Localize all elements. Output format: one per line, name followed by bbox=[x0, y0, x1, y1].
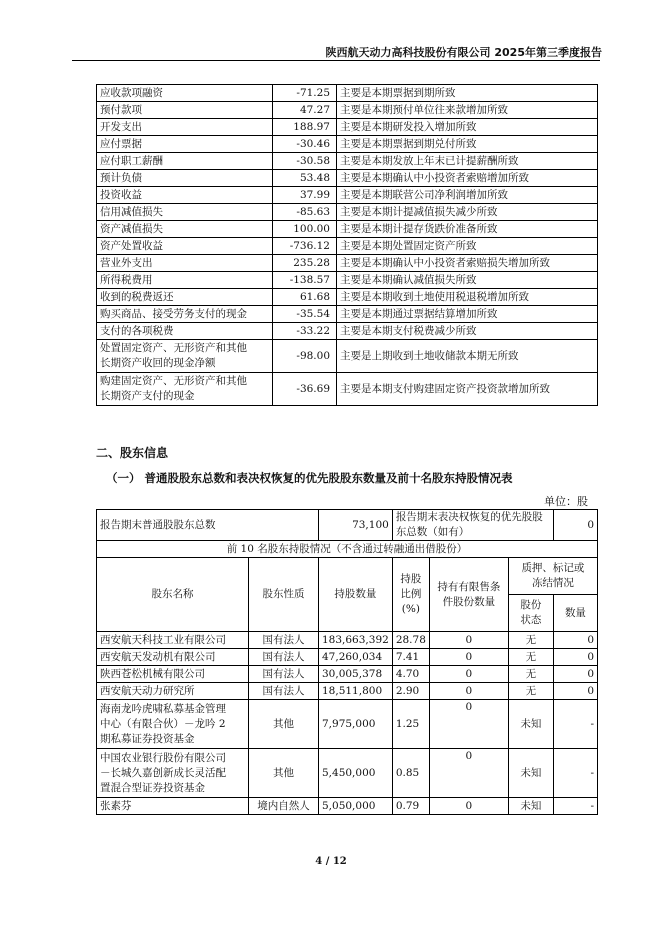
change-pct: -736.12 bbox=[273, 238, 337, 255]
change-reason: 主要是本期研发投入增加所致 bbox=[337, 119, 598, 136]
holder-qty: 30,005,378 bbox=[319, 666, 393, 683]
header-pledge-2: 冻结情况 bbox=[531, 577, 574, 589]
change-row bbox=[97, 255, 598, 272]
change-pct: 235.28 bbox=[273, 255, 337, 272]
holder-ratio: 28.78 bbox=[392, 632, 429, 649]
change-item: 收到的税费返还 bbox=[97, 289, 273, 306]
change-pct: 47.27 bbox=[273, 102, 337, 119]
change-row bbox=[97, 323, 598, 340]
unit-label: 单位：股 bbox=[544, 495, 588, 508]
shareholder-row bbox=[97, 798, 598, 815]
holder-count: 0 bbox=[553, 666, 597, 683]
holder-restricted: 0 bbox=[429, 632, 508, 649]
change-item: 营业外支出 bbox=[97, 255, 273, 272]
holder-restricted: 0 bbox=[429, 749, 508, 798]
change-row bbox=[97, 238, 598, 255]
header-ratio bbox=[392, 558, 429, 632]
holder-ratio: 2.90 bbox=[392, 683, 429, 700]
change-pct: -85.63 bbox=[273, 204, 337, 221]
change-item: 预付款项 bbox=[97, 102, 273, 119]
header-pledge-1: 质押、标记或 bbox=[521, 562, 585, 574]
holder-count: 0 bbox=[553, 632, 597, 649]
change-pct: -33.22 bbox=[273, 323, 337, 340]
holder-nature: 国有法人 bbox=[249, 666, 319, 683]
holder-name-line: －长城久嘉创新成长灵活配 bbox=[100, 766, 226, 779]
change-reason: 主要是本期支付购建固定资产投资款增加所致 bbox=[337, 373, 598, 406]
change-item bbox=[97, 373, 273, 406]
change-reason: 主要是本期计提存货跌价准备所致 bbox=[337, 221, 598, 238]
holder-ratio: 0.79 bbox=[392, 798, 429, 815]
holder-count: - bbox=[553, 798, 597, 815]
holder-nature: 其他 bbox=[249, 700, 319, 749]
holder-qty: 183,663,392 bbox=[319, 632, 393, 649]
change-reason: 主要是本期发放上年末已计提薪酬所致 bbox=[337, 153, 598, 170]
header-status bbox=[508, 595, 553, 632]
change-item: 预计负债 bbox=[97, 170, 273, 187]
holder-status: 无 bbox=[508, 666, 553, 683]
change-item: 应付职工薪酬 bbox=[97, 153, 273, 170]
header-ratio-2: 比例 bbox=[400, 588, 422, 600]
header-row-1 bbox=[97, 558, 598, 595]
holder-restricted: 0 bbox=[429, 700, 508, 749]
change-reason: 主要是本期计提减值损失减少所致 bbox=[337, 204, 598, 221]
change-reason: 主要是上期收到土地收储款本期无所致 bbox=[337, 340, 598, 373]
change-row bbox=[97, 170, 598, 187]
change-pct: 100.00 bbox=[273, 221, 337, 238]
holder-status: 无 bbox=[508, 632, 553, 649]
change-row bbox=[97, 373, 598, 406]
top10-caption: 前 10 名股东持股情况（不含通过转融通出借股份） bbox=[97, 541, 598, 558]
header-name: 股东名称 bbox=[97, 558, 249, 632]
holder-qty: 5,050,000 bbox=[319, 798, 393, 815]
header-restricted-1: 持有有限售条 bbox=[437, 580, 501, 593]
holder-name-line: 中国农业银行股份有限公司 bbox=[100, 751, 226, 764]
holder-status: 未知 bbox=[508, 798, 553, 815]
change-row bbox=[97, 187, 598, 204]
change-pct: -30.46 bbox=[273, 136, 337, 153]
shareholder-row bbox=[97, 666, 598, 683]
holder-restricted: 0 bbox=[429, 798, 508, 815]
holder-ratio: 7.41 bbox=[392, 649, 429, 666]
change-item-line: 长期资产收回的现金净额 bbox=[100, 357, 216, 369]
holder-nature: 国有法人 bbox=[249, 683, 319, 700]
header-status-1: 股份 bbox=[520, 599, 542, 611]
change-reason: 主要是本期支付税费减少所致 bbox=[337, 323, 598, 340]
change-pct: -35.54 bbox=[273, 306, 337, 323]
holder-name: 陕西苍松机械有限公司 bbox=[97, 666, 249, 683]
change-item: 所得税费用 bbox=[97, 272, 273, 289]
change-item-line: 购建固定资产、无形资产和其他 bbox=[100, 375, 247, 387]
holder-status: 无 bbox=[508, 649, 553, 666]
holder-nature: 国有法人 bbox=[249, 632, 319, 649]
holder-nature: 境内自然人 bbox=[249, 798, 319, 815]
change-reason: 主要是本期联营公司净利润增加所致 bbox=[337, 187, 598, 204]
change-pct: 53.48 bbox=[273, 170, 337, 187]
section-title: 二、股东信息 bbox=[96, 446, 169, 460]
holder-ratio: 4.70 bbox=[392, 666, 429, 683]
header-status-2: 状态 bbox=[520, 614, 542, 626]
header-pledge bbox=[508, 558, 597, 595]
holder-qty: 47,260,034 bbox=[319, 649, 393, 666]
pref-label: 报告期末表决权恢复的优先股股东总数（如有） bbox=[392, 510, 553, 541]
change-item: 应付票据 bbox=[97, 136, 273, 153]
holder-status: 无 bbox=[508, 683, 553, 700]
holder-nature: 其他 bbox=[249, 749, 319, 798]
change-pct: -71.25 bbox=[273, 85, 337, 102]
holder-qty: 18,511,800 bbox=[319, 683, 393, 700]
change-reason: 主要是本期确认减值损失所致 bbox=[337, 272, 598, 289]
change-pct: 37.99 bbox=[273, 187, 337, 204]
holder-qty: 7,975,000 bbox=[319, 700, 393, 749]
change-reason: 主要是本期确认中小投资者索赔增加所致 bbox=[337, 170, 598, 187]
holder-qty: 5,450,000 bbox=[319, 749, 393, 798]
change-item bbox=[97, 340, 273, 373]
change-item: 资产处置收益 bbox=[97, 238, 273, 255]
change-row bbox=[97, 289, 598, 306]
holder-name bbox=[97, 749, 249, 798]
change-pct: 188.97 bbox=[273, 119, 337, 136]
holder-status: 未知 bbox=[508, 749, 553, 798]
holder-ratio: 0.85 bbox=[392, 749, 429, 798]
change-pct: -36.69 bbox=[273, 373, 337, 406]
holder-restricted: 0 bbox=[429, 649, 508, 666]
holder-status: 未知 bbox=[508, 700, 553, 749]
change-reason: 主要是本期预付单位往来款增加所致 bbox=[337, 102, 598, 119]
change-pct: -138.57 bbox=[273, 272, 337, 289]
section-subtitle: （一） 普通股股东总数和表决权恢复的优先股股东数量及前十名股东持股情况表 bbox=[106, 471, 513, 485]
shareholder-row bbox=[97, 683, 598, 700]
change-pct: 61.68 bbox=[273, 289, 337, 306]
header-divider bbox=[72, 60, 600, 61]
holder-name-line: 海南龙吟虎啸私募基金管理 bbox=[100, 702, 226, 715]
change-pct: -30.58 bbox=[273, 153, 337, 170]
change-row bbox=[97, 136, 598, 153]
change-item: 资产减值损失 bbox=[97, 221, 273, 238]
change-row bbox=[97, 85, 598, 102]
change-item-line: 处置固定资产、无形资产和其他 bbox=[100, 342, 247, 354]
page-number: 4 / 12 bbox=[315, 856, 347, 867]
change-item: 支付的各项税费 bbox=[97, 323, 273, 340]
change-reason: 主要是本期确认中小投资者索赔损失增加所致 bbox=[337, 255, 598, 272]
change-row bbox=[97, 306, 598, 323]
header-qty: 持股数量 bbox=[319, 558, 393, 632]
change-reason: 主要是本期票据到期兑付所致 bbox=[337, 136, 598, 153]
change-reason: 主要是本期处置固定资产所致 bbox=[337, 238, 598, 255]
total-value: 73,100 bbox=[319, 510, 393, 541]
change-row bbox=[97, 204, 598, 221]
caption-row bbox=[97, 541, 598, 558]
header-restricted bbox=[429, 558, 508, 632]
change-pct: -98.00 bbox=[273, 340, 337, 373]
change-reason: 主要是本期票据到期所致 bbox=[337, 85, 598, 102]
holder-count: - bbox=[553, 700, 597, 749]
header-count: 数量 bbox=[553, 595, 597, 632]
shareholder-row bbox=[97, 649, 598, 666]
holder-restricted: 0 bbox=[429, 666, 508, 683]
change-item-line: 长期资产支付的现金 bbox=[100, 390, 195, 402]
total-row bbox=[97, 510, 598, 541]
holder-name: 西安航天科技工业有限公司 bbox=[97, 632, 249, 649]
shareholder-row bbox=[97, 700, 598, 749]
change-item: 应收款项融资 bbox=[97, 85, 273, 102]
holder-name: 张素芬 bbox=[97, 798, 249, 815]
shareholder-row bbox=[97, 749, 598, 798]
change-row bbox=[97, 221, 598, 238]
change-row bbox=[97, 340, 598, 373]
change-row bbox=[97, 119, 598, 136]
header-restricted-2: 件股份数量 bbox=[442, 595, 496, 608]
page-header: 陕西航天动力高科技股份有限公司 2025年第三季度报告 bbox=[325, 46, 602, 59]
pref-value: 0 bbox=[553, 510, 597, 541]
holder-count: 0 bbox=[553, 683, 597, 700]
change-row bbox=[97, 153, 598, 170]
shareholders-table bbox=[96, 509, 598, 815]
holder-ratio: 1.25 bbox=[392, 700, 429, 749]
holder-restricted: 0 bbox=[429, 683, 508, 700]
change-item: 购买商品、接受劳务支付的现金 bbox=[97, 306, 273, 323]
changes-table bbox=[96, 84, 598, 406]
header-ratio-1: 持股 bbox=[400, 573, 422, 585]
change-item: 投资收益 bbox=[97, 187, 273, 204]
holder-name-line: 置混合型证券投资基金 bbox=[100, 781, 205, 794]
holder-name-line: 中心（有限合伙）－龙吟 2 bbox=[100, 717, 226, 730]
change-item: 开发支出 bbox=[97, 119, 273, 136]
holder-name: 西安航天动力研究所 bbox=[97, 683, 249, 700]
header-nature: 股东性质 bbox=[249, 558, 319, 632]
header-ratio-3: (%) bbox=[401, 603, 420, 615]
holder-nature: 国有法人 bbox=[249, 649, 319, 666]
change-reason: 主要是本期收到土地使用税退税增加所致 bbox=[337, 289, 598, 306]
change-row bbox=[97, 102, 598, 119]
holder-count: 0 bbox=[553, 649, 597, 666]
holder-name-line: 期私募证券投资基金 bbox=[100, 732, 195, 745]
change-reason: 主要是本期通过票据结算增加所致 bbox=[337, 306, 598, 323]
shareholder-row bbox=[97, 632, 598, 649]
change-row bbox=[97, 272, 598, 289]
holder-name: 西安航天发动机有限公司 bbox=[97, 649, 249, 666]
change-item: 信用减值损失 bbox=[97, 204, 273, 221]
total-label: 报告期末普通股股东总数 bbox=[97, 510, 319, 541]
holder-name bbox=[97, 700, 249, 749]
holder-count: - bbox=[553, 749, 597, 798]
